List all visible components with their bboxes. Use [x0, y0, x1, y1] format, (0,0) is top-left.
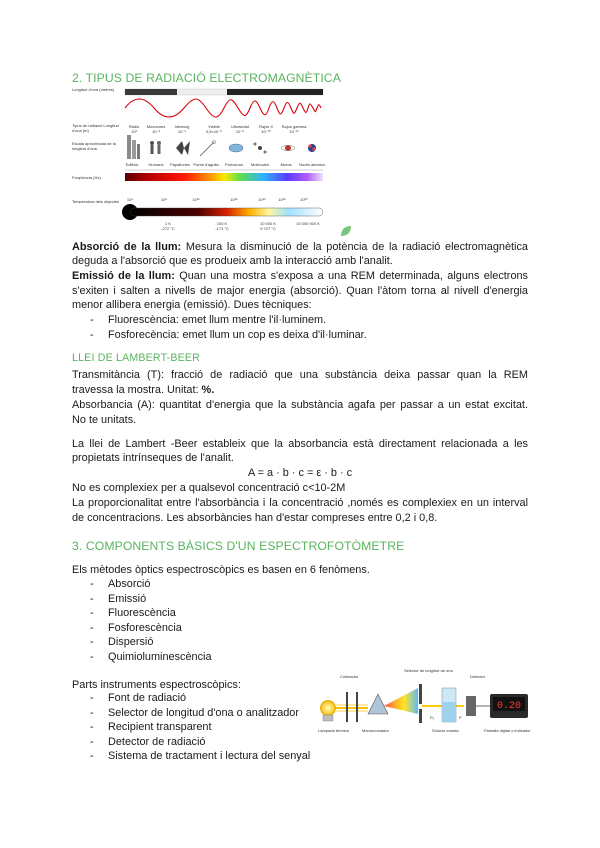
- emissio-line-2: s'exiten i salten a nivells de major energia (absorció). Quan l'àtom torna al nivell d'energia: [72, 285, 528, 297]
- list-item-fenomen: Absorció: [108, 578, 151, 590]
- scale-object-label: Punta d'agulla: [193, 162, 219, 167]
- transmitancia-line-1: Transmitància (T): fracció de radiació que una substància deixa passar quan la REM: [72, 369, 528, 381]
- list-item-part: Selector de longitud d'ona o analitzador: [108, 706, 299, 719]
- band-label: Rajos X: [258, 124, 274, 129]
- label-lampada: Làmpada tèrmica: [318, 728, 349, 733]
- scale-object-label: Nuclis atòmics: [299, 162, 325, 167]
- frequency-tick-label: 10⁸: [160, 197, 168, 202]
- list-item-fosforecencia: Fosforecència: emet llum un cop es deixa d'il·luminar.: [108, 329, 367, 341]
- temperature-label: 1 K: [164, 221, 172, 226]
- prism-icon: [368, 694, 388, 714]
- wavelength-selector-icon: [419, 684, 422, 704]
- temperature-label: 100 K: [216, 221, 228, 226]
- frequency-tick-label: 10¹⁵: [230, 197, 238, 202]
- protozoa-icon: [229, 144, 243, 152]
- section-title-components: 3. COMPONENTS BÀSICS D'UN ESPECTROFOTÒMETRE: [72, 539, 405, 553]
- row-label-temperature: Temperatura dels objectes: [72, 199, 119, 204]
- temperature-label: -173 °C: [215, 226, 229, 231]
- list-item-fenomen: Quimioluminescència: [108, 651, 212, 663]
- band-exponent: 10⁻⁸: [235, 129, 245, 134]
- needle-icon: [200, 142, 214, 156]
- list-item-part: Detector de radiació: [108, 735, 206, 748]
- band-exponent: 10⁻¹²: [289, 129, 299, 134]
- band-label: Ràdio: [128, 124, 140, 129]
- spectrophotometer-diagram: [318, 668, 532, 750]
- band-label: Rajos gamma: [281, 124, 307, 129]
- label-colimador: Colimador: [340, 674, 359, 679]
- emissio-line-3: menor allibera energia (emissió). Dues tècniques:: [72, 299, 312, 311]
- row-label-type: Tipus de radiació Longitud d'ona (m): [72, 123, 119, 133]
- label-pantalla: Pantalla digital o indicador: [484, 728, 531, 733]
- document-page: 2. TIPUS DE RADIACIÓ ELECTROMAGNÈTICA Ràdio 10³ Microones 10⁻² Infraroig 10⁻⁵ Visible 0,5×10⁻⁶ Ultraviolat 10⁻⁸ Rajos X 10⁻¹⁰ Rajos gamma 10⁻¹² Edificis Humans Papallones Punta d'agulla Protozous Molècules Àtoms Nuclis atòmics 10⁴ 10⁸ 10¹² 10¹⁵ 10¹⁶ 10¹⁸ 10²⁰ 1 K -272 °C 100 K -173 °C 10 000 K 9 727 °C 10 000 000 K Longitud d'ona (metres) Tipus de radiació Longitud d'ona (m) Escala aproximada de la longitud d'ona Freqüència (Hz) Temperatura dels objectes Absorció de la llum: Mesura la disminució de la potència de la radiació electromagnètica deguda a l'absorció que es produeix amb la interacció amb l'analit. Emissió de la llum: Quan una mostra s'exposa a una REM determinada, alguns electrons s'exiten i salten a nivells de major energia (absorció). Quan l'àtom torna al nivell d'energia menor allibera energia (emissió). Dues tècniques: - Fluorescència: emet llum mentre l'il·luminem. - Fosforecència: emet llum un cop es deixa d'il·luminar. LLEI DE LAMBERT-BEER Transmitància (T): fracció de radiació que una substància deixa passar quan la REM travessa la mostra. Unitat: %. Absorbancia (A): quantitat d'energia que la substància agafa per passar a un estat excitat. No te unitats. La llei de Lambert -Beer estableix que la absorbancia està directament relacionada a les propietats intrínseques de l'analit. A = a · b · c = ε · b · c No es complexiex per a qualsevol concentració c<10-2M La proporcionalitat entre l'absorbància i la concentració ,només es complexiex en un interval de concentracions. Les absorbàncies han d'estar compreses entre 0,2 i 0,8. 3. COMPONENTS BÀSICS D'UN ESPECTROFOTÒMETRE Els mètodes òptics espectroscòpics es basen en 6 fenòmens. - Absorció - Emissió - Fluorescència - Fosforescència - Dispersió - Quimioluminescència Parts instruments espectroscòpics: - Font de radiació - Selector de longitud d'ona o analitzador - Recipient transparent - Detector de radiació - Sistema de tractament i lectura del senyal 0.20 P₀ P Colimador Selector de longitud de ona Detector Làmpada tèrmica Monocromador Solució mostra Pantalla digital o indicador: [72, 71, 531, 763]
- butterfly-icon: [176, 141, 190, 155]
- scale-object-label: Humans: [148, 162, 164, 167]
- row-label-scale: Escala aproximada de la longitud d'ona: [72, 141, 116, 151]
- absorcio-line-1: Absorció de la llum: Mesura la disminució de la potència de la radiació electromagnètica: [72, 241, 528, 253]
- p0-label: P₀: [430, 715, 435, 720]
- transmitancia-line-2: travessa la mostra. Unitat: %.: [72, 384, 215, 396]
- temperature-label: 9 727 °C: [260, 226, 276, 231]
- list-item-part: Sistema de tractament i lectura del senyal: [108, 750, 311, 763]
- band-exponent: 10⁻⁵: [177, 129, 187, 134]
- label-solucio: Solució mostra: [432, 728, 459, 733]
- llei-line-1: La llei de Lambert -Beer estableix que la absorbancia està directament relacionada a les: [72, 438, 528, 450]
- scale-object-label: Papallones: [170, 162, 190, 167]
- list-item-fenomen: Fosforescència: [108, 621, 182, 634]
- temperature-bar: [130, 208, 323, 216]
- band-exponent: 10⁻²: [152, 129, 160, 134]
- scale-object-label: Protozous: [224, 162, 244, 167]
- human-icon: [150, 141, 154, 145]
- list-item-part: Font de radiació: [108, 692, 187, 704]
- readout-value: 0.20: [496, 701, 522, 712]
- scale-objects-row: [127, 135, 316, 159]
- band-label: Infraroig: [174, 124, 190, 129]
- temperature-label: -272 °C: [161, 226, 175, 231]
- frequency-tick-label: 10¹⁶: [258, 197, 266, 202]
- band-exponent: 10⁻¹⁰: [261, 129, 271, 134]
- frequency-tick-label: 10¹²: [192, 197, 200, 202]
- temperature-label: 10 000 K: [259, 221, 277, 226]
- list-item-fenomen: Dispersió: [108, 636, 154, 649]
- proporcionalitat-line-1: La proporcionalitat entre l'absorbància i la concentració ,només es complexiex en un interval: [72, 497, 528, 509]
- wavelength-bar-dark-2: [227, 89, 323, 95]
- row-label-wavelength: Longitud d'ona (metres): [72, 87, 115, 92]
- lamp-icon: [320, 700, 336, 716]
- collimator-icon: [346, 692, 348, 722]
- temperature-label: 10 000 000 K: [296, 221, 320, 226]
- band-label: Microones: [146, 124, 166, 129]
- section-title-lambert-beer: LLEI DE LAMBERT-BEER: [72, 352, 201, 364]
- leaf-decoration-icon: [340, 225, 352, 237]
- proporcionalitat-line-2: de concentracions. Les absorbàncies han d'estar compreses entre 0,2 i 0,8.: [72, 512, 438, 524]
- list-item-fenomen: Fluorescència: [108, 607, 176, 620]
- em-spectrum-svg: [72, 86, 328, 234]
- wavelength-bar-dark: [125, 89, 177, 95]
- lambert-beer-formula: A = a · b · c = ε · b · c: [247, 467, 353, 479]
- detector-icon: [466, 696, 476, 716]
- absorcio-line-2: deguda a l'absorció que es produeix amb la interacció amb l'analit.: [72, 255, 393, 267]
- list-item-part: Recipient transparent: [108, 721, 212, 734]
- label-monocromador: Monocromador: [362, 728, 389, 733]
- list-item-fluorescencia: Fluorescència: emet llum mentre l'il·luminem.: [108, 314, 327, 326]
- band-label: Ultraviolat: [231, 124, 249, 129]
- emissio-line-1: Emissió de la llum: Quan una mostra s'exposa a una REM determinada, alguns electrons: [72, 270, 528, 282]
- row-label-frequency: Freqüència (Hz): [72, 175, 101, 180]
- scale-object-label: Edificis: [125, 162, 139, 167]
- em-spectrum-figure: [72, 86, 328, 234]
- band-exponent: 0,5×10⁻⁶: [205, 129, 223, 134]
- fenomens-intro: Els mètodes òptics espectroscòpics es basen en 6 fenòmens.: [72, 564, 370, 576]
- label-detector: Detector: [470, 674, 486, 679]
- em-wave: [125, 99, 321, 117]
- llei-line-2: propietats intrínseques de l'analit.: [72, 452, 234, 464]
- band-exponent: 10³: [131, 129, 137, 134]
- atom-icon: [285, 145, 291, 151]
- scale-object-label: Molècules: [250, 162, 270, 167]
- frequency-tick-label: 10²⁰: [300, 197, 308, 202]
- molecule-icon: [258, 146, 262, 150]
- parts-intro: Parts instruments espectroscòpics:: [72, 679, 241, 691]
- building-icon: [127, 135, 131, 159]
- complexos-line: No es complexiex per a qualsevol concentració c<10-2M: [72, 482, 346, 494]
- p-label: P: [459, 715, 462, 720]
- scale-object-label: Àtoms: [280, 162, 292, 167]
- section-title-tipus-radiacio: 2. TIPUS DE RADIACIÓ ELECTROMAGNÈTICA: [72, 71, 341, 85]
- absorbancia-line-2: No te unitats.: [72, 414, 137, 426]
- absorbancia-line-1: Absorbancia (A): quantitat d'energia que la substància agafa per passar a un estat excitat.: [72, 399, 528, 411]
- frequency-tick-label: 10⁴: [126, 197, 134, 202]
- band-label: Visible: [208, 124, 220, 129]
- absorcio-label: Absorció de la llum:: [72, 241, 182, 253]
- emissio-label: Emissió de la llum:: [72, 270, 175, 282]
- list-item-fenomen: Emissió: [108, 592, 147, 605]
- frequency-spectrum-bar: [125, 173, 323, 181]
- frequency-tick-label: 10¹⁸: [278, 197, 286, 202]
- label-selector: Selector de longitud de ona: [404, 668, 453, 673]
